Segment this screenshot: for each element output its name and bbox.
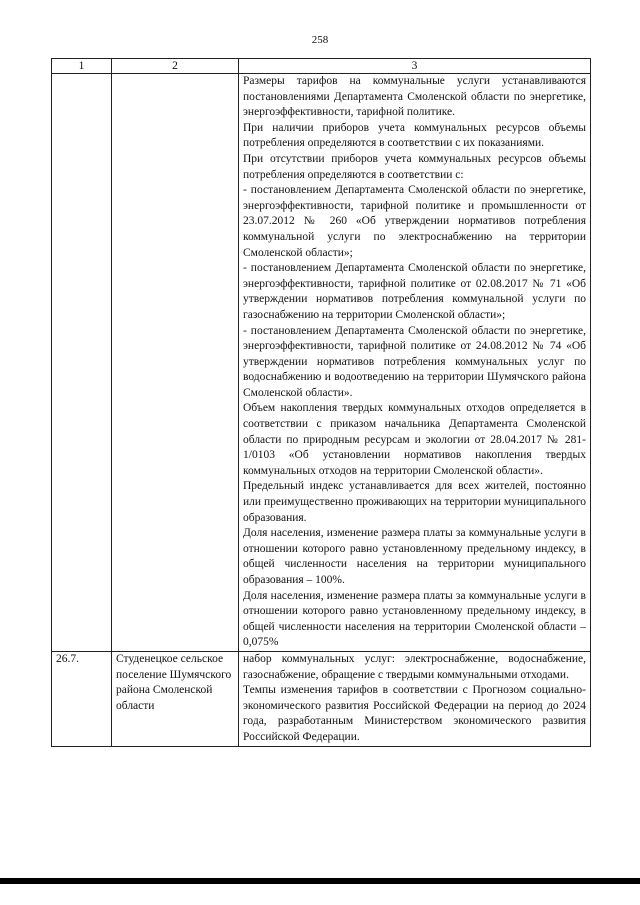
table-row-continued	[52, 74, 591, 652]
row-description-cell	[239, 651, 591, 746]
scan-bottom-border	[0, 878, 640, 884]
paragraph: При наличии приборов учета коммунальных ресурсов объемы потребления определяются в соответствии с их показаниями.	[243, 121, 586, 150]
paragraph: - постановлением Департамента Смоленской области по энергетике, энергоэффективности, тарифной политике от 02.08.2017 № 71 «Об утверждении нормативов потребления коммунальной услуги по газоснабжению на территории Смоленской области»;	[243, 262, 586, 321]
paragraph: Объем накопления твердых коммунальных отходов определяется в соответствии с приказом начальника Департамента Смоленской области по природным ресурсам и экологии от 28.04.2017 № 281-1/0103 «Об установлении нормативов накопления твердых коммунальных отходов на территории Смоленской области».	[243, 402, 586, 477]
column-header-1: 1	[52, 59, 112, 74]
paragraph: При отсутствии приборов учета коммунальных ресурсов объемы потребления определяются в соответствии с:	[243, 152, 586, 181]
table-header-row	[52, 59, 591, 74]
row-number-cell	[52, 74, 112, 652]
row-name-cell	[112, 74, 239, 652]
row-number-cell: 26.7.	[52, 651, 112, 746]
tariff-table	[51, 58, 591, 747]
paragraph: - постановлением Департамента Смоленской области по энергетике, энергоэффективности, тарифной политике от 24.08.2012 № 74 «Об утверждении нормативов потребления коммунальных услуг по водоснабжению и водоотведению на территории Шумячского района Смоленской области».	[243, 324, 586, 399]
paragraph: набор коммунальных услуг: электроснабжение, водоснабжение, газоснабжение, обращение с твердыми коммунальными отходами.	[243, 652, 586, 681]
paragraph: Доля населения, изменение размера платы за коммунальные услуги в отношении которого равно установленному предельному индексу, в общей численности населения на территории муниципального образования – 100%.	[243, 527, 586, 586]
column-header-2: 2	[112, 59, 239, 74]
paragraph: - постановлением Департамента Смоленской области по энергетике, энергоэффективности, тарифной политике и промышленности от 23.07.2012 № 260 «Об утверждении нормативов потребления коммунальной услуги по электроснабжению на территории Смоленской области»;	[243, 184, 586, 259]
paragraph: Предельный индекс устанавливается для всех жителей, постоянно или преимущественно проживающих на территории муниципального образования.	[243, 480, 586, 524]
row-name-cell: Студенецкое сельское поселение Шумячского района Смоленской области	[112, 651, 239, 746]
table-row-26-7	[52, 651, 591, 746]
page-number: 258	[311, 34, 329, 46]
paragraph: Темпы изменения тарифов в соответствии с Прогнозом социально-экономического развития Российской Федерации на период до 2024 года, разработанным Министерством экономического развития Российской Федерации.	[243, 684, 586, 743]
row-description-cell	[239, 74, 591, 652]
paragraph: Доля населения, изменение размера платы за коммунальные услуги в отношении которого равно установленному предельному индексу, в общей численности населения на территории Смоленской области – 0,075%	[243, 589, 586, 649]
paragraph: Размеры тарифов на коммунальные услуги устанавливаются постановлениями Департамента Смоленской области по энергетике, энергоэффективности, тарифной политике.	[243, 75, 586, 119]
column-header-3: 3	[239, 59, 591, 74]
